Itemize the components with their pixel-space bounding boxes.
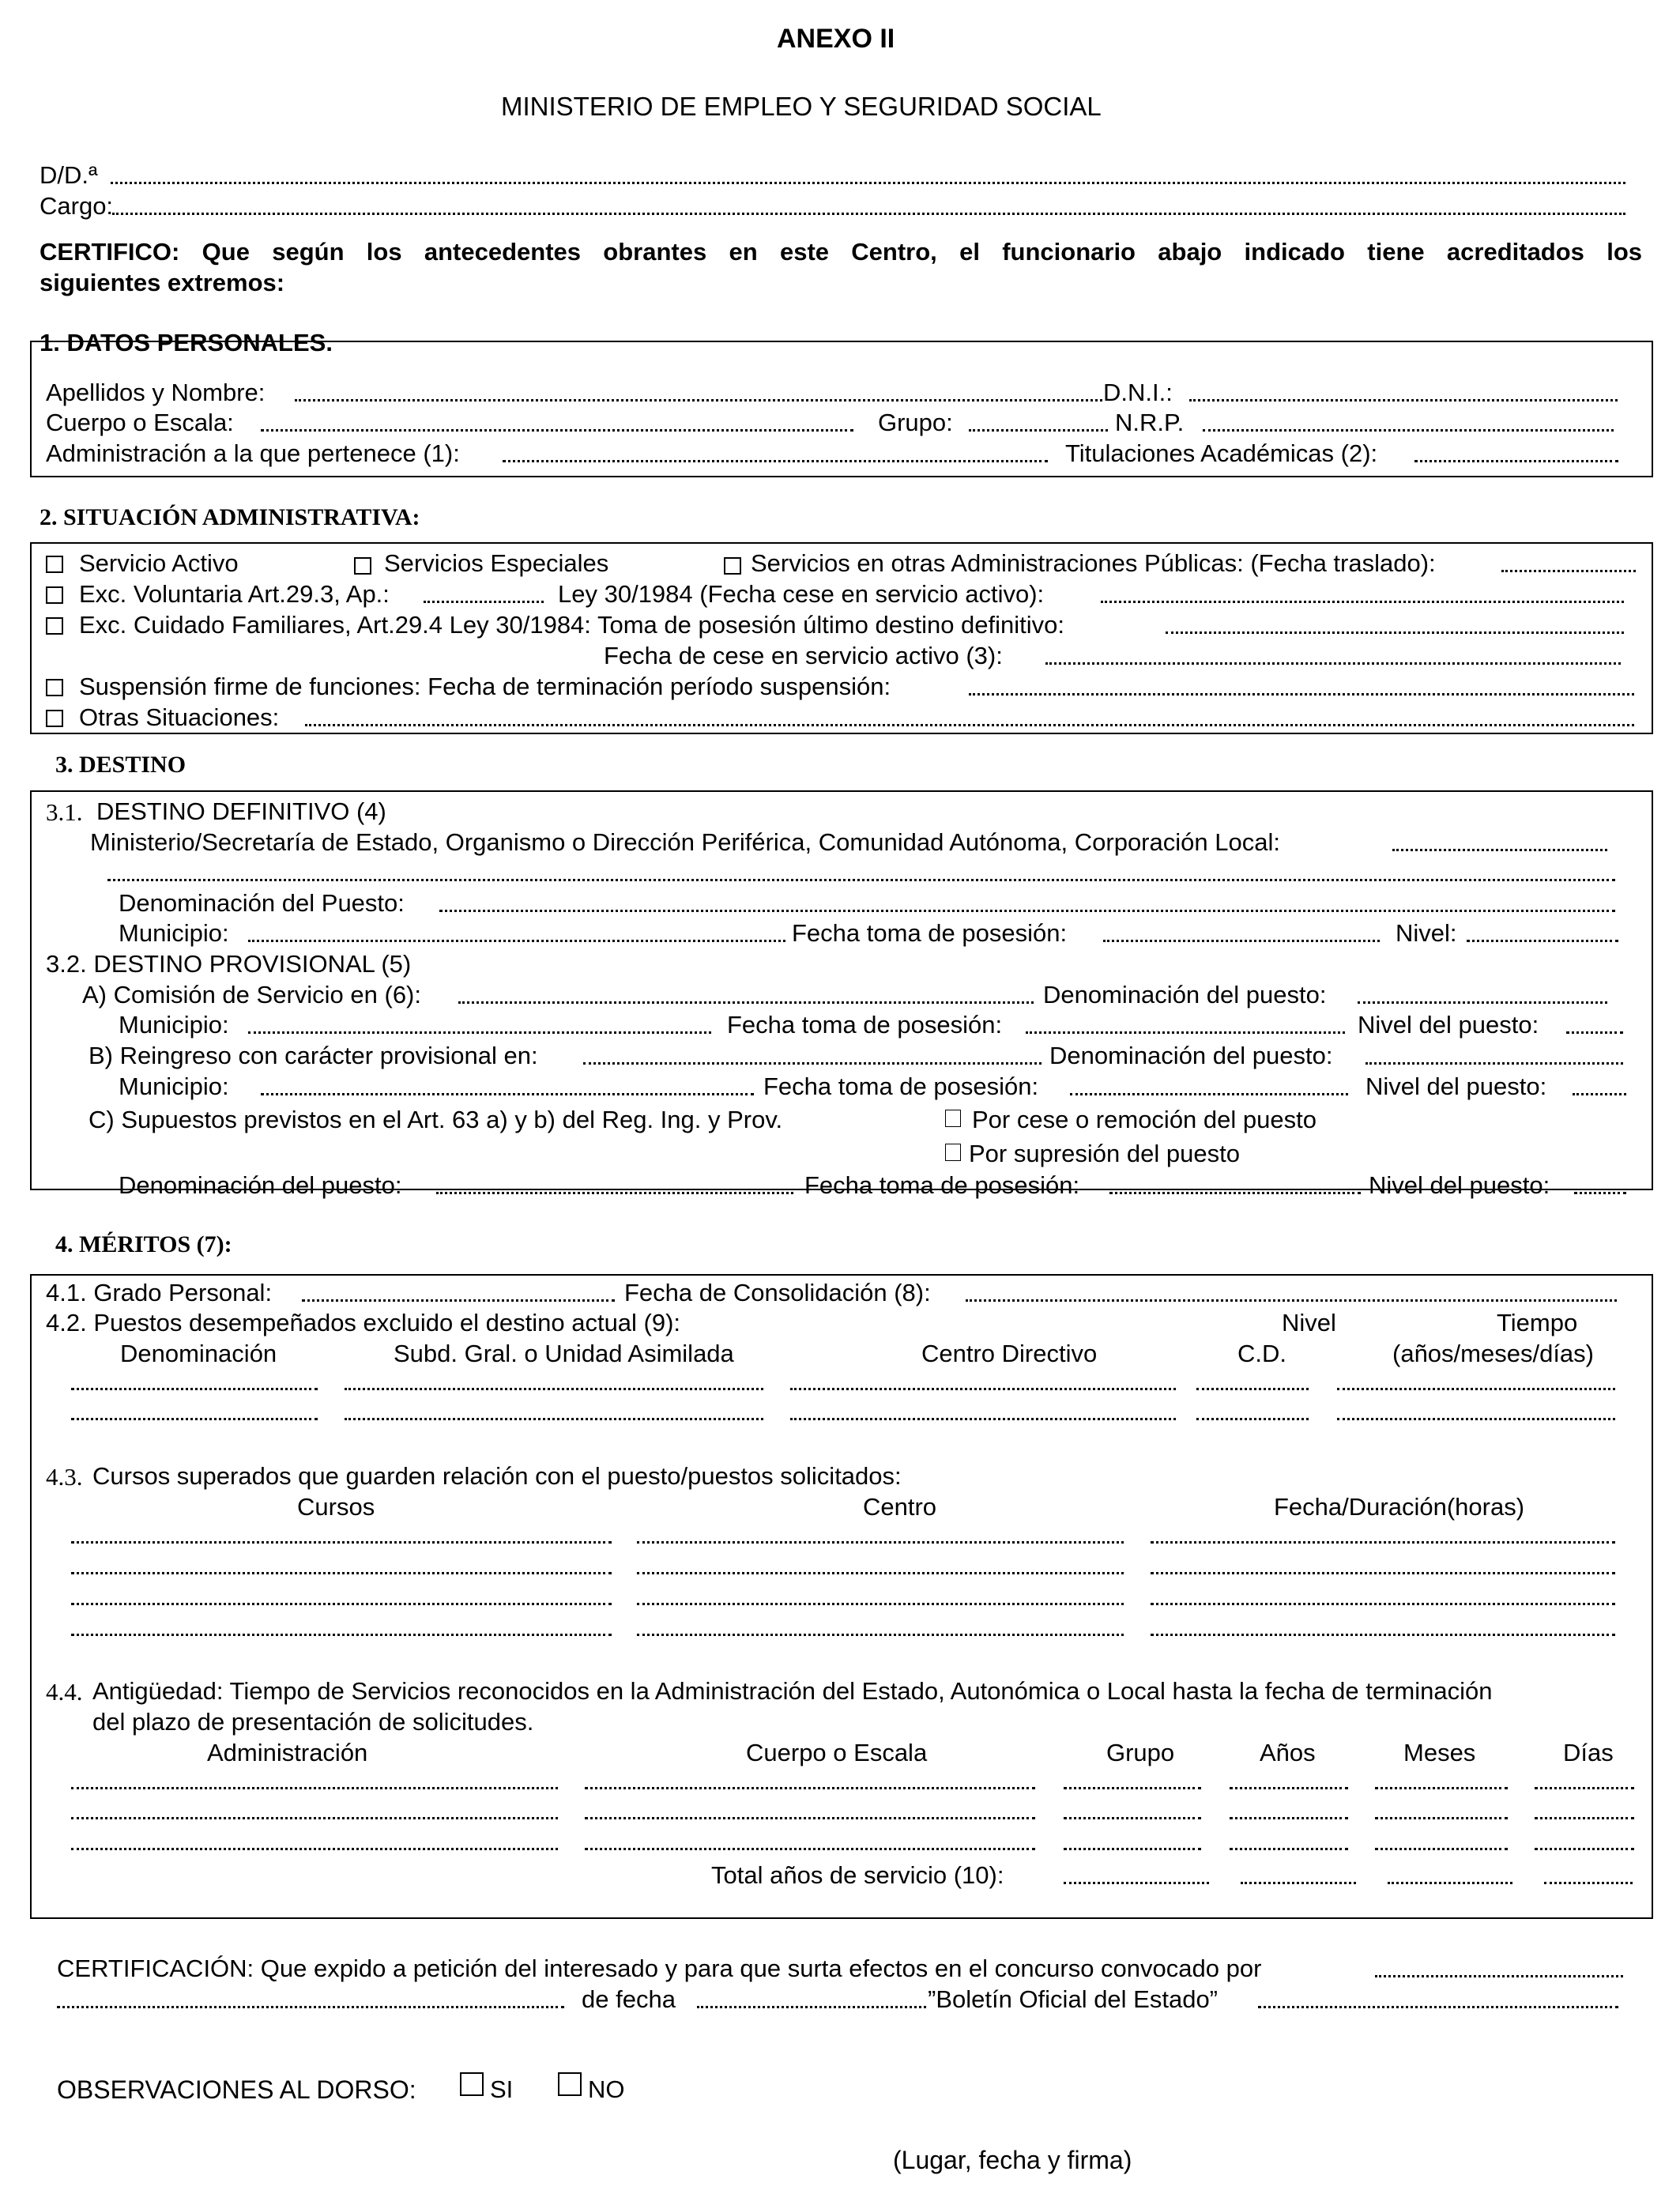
a-level-field[interactable]	[1566, 1031, 1623, 1034]
seniority-header-admin: Administración	[207, 1739, 368, 1766]
section-4-title: 4. MÉRITOS (7):	[55, 1231, 232, 1257]
seniority-row-2-months[interactable]	[1375, 1817, 1508, 1819]
a-post-name-field[interactable]	[1358, 1001, 1607, 1004]
seniority-row-2-corps[interactable]	[585, 1817, 1035, 1819]
cease-date-field[interactable]	[1045, 662, 1621, 665]
posts-header-subd: Subd. Gral. o Unidad Asimilada	[394, 1340, 734, 1367]
posts-header-name: Denominación	[120, 1340, 277, 1367]
contest-field[interactable]	[1375, 1975, 1623, 1977]
posts-row-1-level[interactable]	[1196, 1388, 1309, 1390]
c-taking-label: Fecha toma de posesión:	[804, 1171, 1080, 1199]
seniority-row-3-years[interactable]	[1230, 1848, 1348, 1850]
voluntary-section-field[interactable]	[424, 601, 544, 603]
posts-header-level: Nivel	[1282, 1309, 1336, 1336]
suspension-checkbox[interactable]	[46, 679, 63, 696]
active-checkbox[interactable]	[46, 556, 63, 573]
seniority-header-days: Días	[1563, 1739, 1614, 1766]
nrp-field[interactable]	[1203, 429, 1614, 432]
signer-name-label: D/D.ª	[40, 161, 98, 189]
courses-header-courses: Cursos	[297, 1493, 375, 1521]
courses-header-center: Centro	[863, 1493, 937, 1521]
special-checkbox[interactable]	[354, 557, 371, 575]
seniority-row-3-days[interactable]	[1535, 1848, 1634, 1850]
titles-label: Titulaciones Académicas (2):	[1065, 439, 1378, 467]
posts-row-2-center[interactable]	[790, 1418, 1176, 1420]
ministry-label: Ministerio/Secretaría de Estado, Organismo o Dirección Periférica, Comunidad Autónoma, Corporación Local:	[90, 828, 1280, 856]
seniority-row-2-group[interactable]	[1064, 1817, 1201, 1819]
c-post-name-field[interactable]	[436, 1192, 793, 1194]
total-group-field[interactable]	[1064, 1882, 1209, 1884]
date-label: de fecha	[582, 1985, 676, 2013]
b-taking-label: Fecha toma de posesión:	[763, 1072, 1039, 1100]
def-post-name-field[interactable]	[439, 910, 1615, 912]
remarks-no-label: NO	[588, 2075, 625, 2103]
a-level-label: Nivel del puesto:	[1358, 1011, 1539, 1039]
def-level-label: Nivel:	[1396, 919, 1457, 947]
posts-header-time-unit: (años/meses/días)	[1392, 1340, 1594, 1367]
posts-header-cd: C.D.	[1237, 1340, 1286, 1367]
seniority-row-2-admin[interactable]	[71, 1817, 558, 1819]
total-years-field[interactable]	[1241, 1882, 1356, 1884]
posts-row-1-time[interactable]	[1337, 1388, 1615, 1390]
b-post-name-field[interactable]	[1365, 1062, 1623, 1065]
transfer-date-field[interactable]	[1501, 570, 1636, 572]
seniority-row-3-admin[interactable]	[71, 1848, 558, 1850]
remarks-yes-checkbox[interactable]	[460, 2072, 484, 2096]
remarks-yes-label: SI	[490, 2075, 514, 2103]
certification-field-2[interactable]	[57, 2006, 564, 2008]
remarks-no-checkbox[interactable]	[558, 2072, 582, 2096]
a-municipality-field[interactable]	[248, 1031, 711, 1034]
posts-row-2-subd[interactable]	[345, 1418, 763, 1420]
prov-title: 3.2. DESTINO PROVISIONAL (5)	[46, 950, 412, 978]
courses-num: 4.3.	[46, 1463, 83, 1491]
others-label: Otras Situaciones:	[79, 703, 280, 731]
def-taking-label: Fecha toma de posesión:	[792, 919, 1068, 947]
cease-label: Fecha de cese en servicio activo (3):	[604, 642, 1003, 669]
course-row-1-date[interactable]	[1151, 1541, 1615, 1544]
certification-text: CERTIFICACIÓN: Que expido a petición del interesado y para que surta efectos en el concurso convocado por	[57, 1955, 1262, 1982]
posts-row-1-subd[interactable]	[345, 1388, 763, 1390]
course-row-2-date[interactable]	[1151, 1572, 1615, 1574]
other-admin-label: Servicios en otras Administraciones Públicas: (Fecha traslado):	[751, 549, 1436, 577]
total-label: Total años de servicio (10):	[711, 1861, 1004, 1889]
others-checkbox[interactable]	[46, 710, 63, 727]
consolidation-field[interactable]	[966, 1299, 1617, 1302]
consolidation-label: Fecha de Consolidación (8):	[624, 1279, 931, 1306]
c-level-field[interactable]	[1574, 1192, 1626, 1194]
special-label: Servicios Especiales	[384, 549, 609, 577]
b-post-name-label: Denominación del puesto:	[1049, 1042, 1333, 1069]
seniority-line-2: del plazo de presentación de solicitudes.	[92, 1708, 534, 1736]
group-field[interactable]	[969, 429, 1108, 432]
seniority-row-1-group[interactable]	[1064, 1787, 1201, 1789]
certify-line-2: siguientes extremos:	[40, 269, 285, 296]
ministry-field-cont[interactable]	[107, 879, 1615, 881]
def-title: DESTINO DEFINITIVO (4)	[96, 797, 386, 825]
course-row-2-center[interactable]	[637, 1572, 1124, 1574]
voluntary-cease-field[interactable]	[1101, 601, 1624, 603]
course-row-3-center[interactable]	[637, 1603, 1124, 1605]
b-municipality-label: Municipio:	[119, 1072, 229, 1100]
a-taking-label: Fecha toma de posesión:	[727, 1011, 1003, 1039]
seniority-row-1-admin[interactable]	[71, 1787, 558, 1789]
c-level-label: Nivel del puesto:	[1369, 1171, 1550, 1199]
other-admin-checkbox[interactable]	[724, 557, 741, 575]
surname-label: Apellidos y Nombre:	[46, 379, 266, 406]
merits-box	[30, 1274, 1653, 1919]
total-months-field[interactable]	[1388, 1882, 1512, 1884]
signer-post-label: Cargo:	[40, 192, 114, 220]
certify-line-1: CERTIFICO: Que según los antecedentes obrantes en este Centro, el funcionario abajo indicado tiene acreditados los	[40, 238, 1642, 266]
posts-row-1-center[interactable]	[790, 1388, 1176, 1390]
grade-label: 4.1. Grado Personal:	[46, 1279, 273, 1306]
seniority-header-corps: Cuerpo o Escala	[746, 1739, 928, 1766]
a-label: A) Comisión de Servicio en (6):	[82, 981, 421, 1008]
section-3-title: 3. DESTINO	[55, 752, 186, 778]
course-row-3-date[interactable]	[1151, 1603, 1615, 1605]
family-date-field[interactable]	[1166, 631, 1624, 634]
signer-post-field[interactable]	[112, 213, 1625, 215]
surname-field[interactable]	[295, 399, 1102, 401]
active-label: Servicio Activo	[79, 549, 239, 577]
seniority-row-1-days[interactable]	[1535, 1787, 1634, 1789]
seniority-row-2-days[interactable]	[1535, 1817, 1634, 1819]
voluntary-label: Exc. Voluntaria Art.29.3, Ap.:	[79, 580, 390, 608]
seniority-row-1-months[interactable]	[1375, 1787, 1508, 1789]
seniority-row-1-years[interactable]	[1230, 1787, 1348, 1789]
suspension-date-field[interactable]	[969, 693, 1634, 696]
seniority-header-group: Grupo	[1106, 1739, 1175, 1766]
family-checkbox[interactable]	[46, 617, 63, 635]
grade-field[interactable]	[302, 1299, 615, 1302]
b-taking-field[interactable]	[1070, 1093, 1348, 1095]
seniority-row-3-group[interactable]	[1064, 1848, 1201, 1850]
posts-header-center: Centro Directivo	[921, 1340, 1098, 1367]
course-row-2-name[interactable]	[71, 1572, 612, 1574]
others-field[interactable]	[305, 724, 1634, 726]
def-municipality-field[interactable]	[248, 940, 785, 942]
c-label: C) Supuestos previstos en el Art. 63 a) y b) del Reg. Ing. y Prov.	[89, 1106, 783, 1133]
c-opt2-label: Por supresión del puesto	[969, 1140, 1240, 1167]
titles-field[interactable]	[1414, 460, 1618, 462]
a-taking-field[interactable]	[1026, 1031, 1345, 1034]
remarks-label: OBSERVACIONES AL DORSO:	[57, 2075, 416, 2104]
course-row-4-date[interactable]	[1151, 1634, 1615, 1636]
b-municipality-field[interactable]	[261, 1093, 754, 1095]
posts-row-2-name[interactable]	[71, 1418, 318, 1420]
posts-row-1-name[interactable]	[71, 1388, 318, 1390]
course-row-4-name[interactable]	[71, 1634, 612, 1636]
c-opt2-checkbox[interactable]	[945, 1144, 961, 1161]
posts-row-2-time[interactable]	[1337, 1418, 1615, 1420]
voluntary-checkbox[interactable]	[46, 586, 63, 604]
course-row-1-name[interactable]	[71, 1541, 612, 1544]
admin-field[interactable]	[503, 460, 1048, 462]
seniority-header-months: Meses	[1403, 1739, 1476, 1766]
ministry-field[interactable]	[1392, 849, 1607, 851]
a-post-name-label: Denominación del puesto:	[1043, 981, 1327, 1008]
a-field[interactable]	[458, 1001, 1034, 1004]
boe-field[interactable]	[1258, 2006, 1618, 2008]
seniority-row-3-corps[interactable]	[585, 1848, 1035, 1850]
def-post-name-label: Denominación del Puesto:	[119, 889, 405, 917]
seniority-header-years: Años	[1260, 1739, 1316, 1766]
seniority-line-1: Antigüedad: Tiempo de Servicios reconocidos en la Administración del Estado, Autonómica o Local hasta la fecha de terminación	[92, 1677, 1493, 1705]
dni-field[interactable]	[1189, 399, 1618, 401]
b-level-label: Nivel del puesto:	[1365, 1072, 1547, 1100]
b-level-field[interactable]	[1573, 1093, 1626, 1095]
date-field[interactable]	[697, 2006, 926, 2008]
seniority-row-2-years[interactable]	[1230, 1817, 1348, 1819]
def-level-field[interactable]	[1467, 940, 1618, 942]
posts-row-2-level[interactable]	[1196, 1418, 1309, 1420]
dni-label: D.N.I.:	[1103, 379, 1173, 406]
posts-header-time: Tiempo	[1497, 1309, 1578, 1336]
admin-label: Administración a la que pertenece (1):	[46, 439, 460, 467]
c-taking-field[interactable]	[1109, 1192, 1361, 1194]
corps-label: Cuerpo o Escala:	[46, 409, 234, 436]
nrp-label: N.R.P.	[1115, 409, 1185, 436]
corps-field[interactable]	[261, 429, 853, 432]
total-days-field[interactable]	[1544, 1882, 1633, 1884]
family-label: Exc. Cuidado Familiares, Art.29.4 Ley 30/1984: Toma de posesión último destino definitivo:	[79, 611, 1065, 639]
group-label: Grupo:	[878, 409, 953, 436]
signature-label: (Lugar, fecha y firma)	[893, 2146, 1132, 2174]
posts-label: 4.2. Puestos desempeñados excluido el destino actual (9):	[46, 1309, 681, 1336]
course-row-4-center[interactable]	[637, 1634, 1124, 1636]
seniority-row-3-months[interactable]	[1375, 1848, 1508, 1850]
c-opt1-checkbox[interactable]	[945, 1110, 961, 1127]
courses-header-date: Fecha/Duración(horas)	[1274, 1493, 1525, 1521]
c-post-name-label: Denominación del puesto:	[119, 1171, 402, 1199]
a-municipality-label: Municipio:	[119, 1011, 229, 1039]
section-2-title: 2. SITUACIÓN ADMINISTRATIVA:	[40, 504, 420, 530]
voluntary-law-label: Ley 30/1984 (Fecha cese en servicio activo):	[558, 580, 1045, 608]
def-municipality-label: Municipio:	[119, 919, 229, 947]
seniority-row-1-corps[interactable]	[585, 1787, 1035, 1789]
b-label: B) Reingreso con carácter provisional en:	[89, 1042, 538, 1069]
course-row-3-name[interactable]	[71, 1603, 612, 1605]
def-title-num: 3.1.	[46, 798, 83, 826]
c-opt1-label: Por cese o remoción del puesto	[972, 1106, 1317, 1133]
boe-label: ”Boletín Oficial del Estado”	[928, 1985, 1219, 2013]
annex-title: ANEXO II	[777, 24, 895, 54]
courses-label: Cursos superados que guarden relación con el puesto/puestos solicitados:	[92, 1462, 902, 1490]
def-taking-field[interactable]	[1103, 940, 1380, 942]
seniority-num: 4.4.	[46, 1678, 83, 1706]
suspension-label: Suspensión firme de funciones: Fecha de terminación período suspensión:	[79, 673, 891, 700]
signer-name-field[interactable]	[111, 182, 1625, 184]
b-field[interactable]	[583, 1062, 1042, 1065]
course-row-1-center[interactable]	[637, 1541, 1124, 1544]
ministry-title: MINISTERIO DE EMPLEO Y SEGURIDAD SOCIAL	[501, 92, 1102, 121]
section-1-title: 1. DATOS PERSONALES.	[40, 329, 333, 356]
